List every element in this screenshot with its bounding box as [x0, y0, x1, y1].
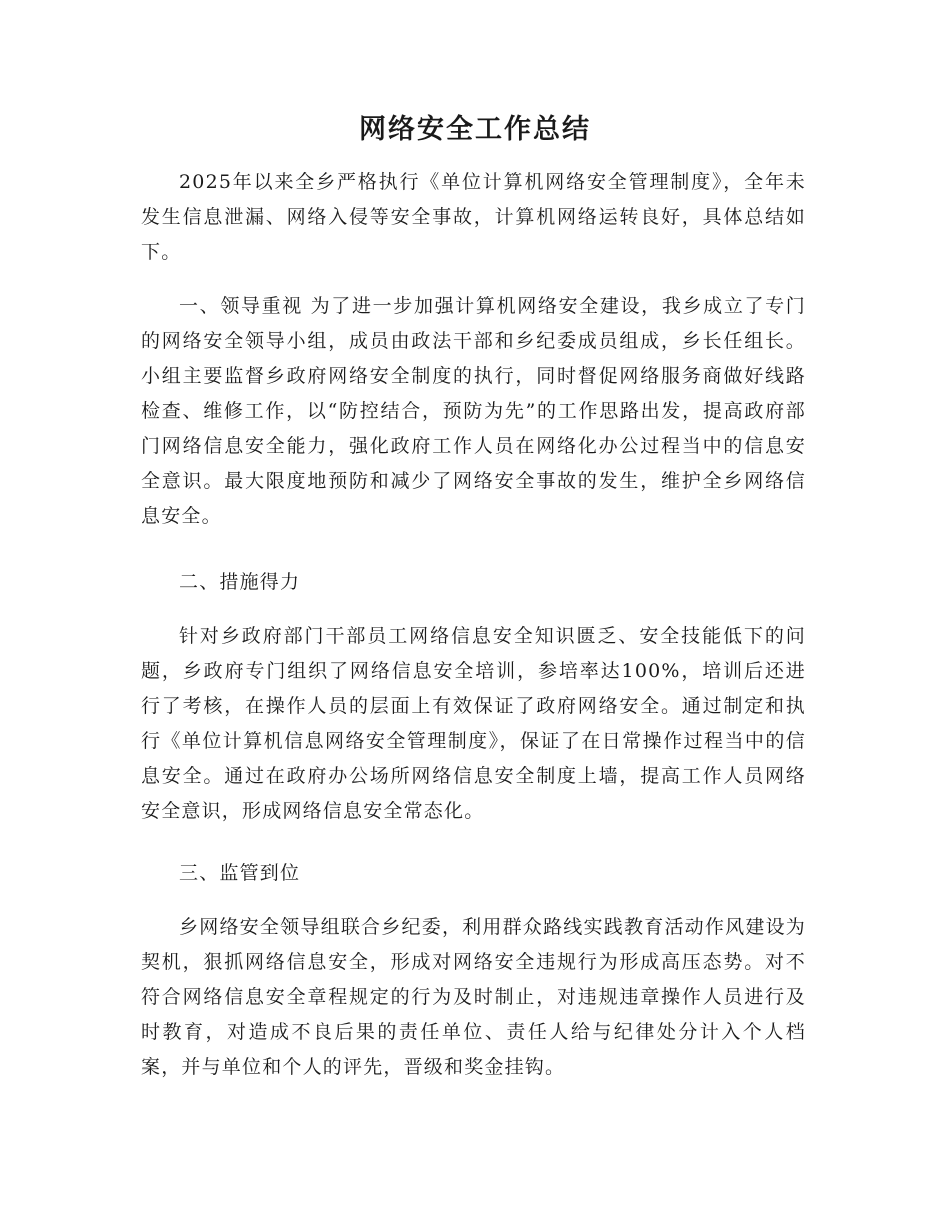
section-2-heading: 二、措施得力 [179, 571, 301, 593]
section-3-heading: 三、监管到位 [179, 862, 301, 884]
intro-paragraph: 2025年以来全乡严格执行《单位计算机网络安全管理制度》，全年未发生信息泄漏、网络入侵等安全事故，计算机网络运转良好，具体总结如下。 [141, 171, 806, 263]
document-title: 网络安全工作总结 [359, 114, 591, 145]
section-3-paragraph: 乡网络安全领导组联合乡纪委，利用群众路线实践教育活动作风建设为契机，狠抓网络信息安全，形成对网络安全违规行为形成高压态势。对不符合网络信息安全章程规定的行为及时制止，对违规违章操作人员进行及时教育，对造成不良后果的责任单位、责任人给与纪律处分计入个人档案，并与单位和个人的评先，晋级和奖金挂钩。 [141, 916, 806, 1078]
section-1-paragraph: 一、领导重视 为了进一步加强计算机网络安全建设，我乡成立了专门的网络安全领导小组，成员由政法干部和乡纪委成员组成，乡长任组长。小组主要监督乡政府网络安全制度的执行，同时督促网络服务商做好线路检查、维修工作，以“防控结合，预防为先”的工作思路出发，提高政府部门网络信息安全能力，强化政府工作人员在网络化办公过程当中的信息安全意识。最大限度地预防和减少了网络安全事故的发生，维护全乡网络信息安全。 [141, 295, 806, 527]
section-2-paragraph: 针对乡政府部门干部员工网络信息安全知识匮乏、安全技能低下的问题，乡政府专门组织了网络信息安全培训，参培率达100%，培训后还进行了考核，在操作人员的层面上有效保证了政府网络安全。通过制定和执行《单位计算机信息网络安全管理制度》，保证了在日常操作过程当中的信息安全。通过在政府办公场所网络信息安全制度上墙，提高工作人员网络安全意识，形成网络信息安全常态化。 [141, 625, 806, 822]
